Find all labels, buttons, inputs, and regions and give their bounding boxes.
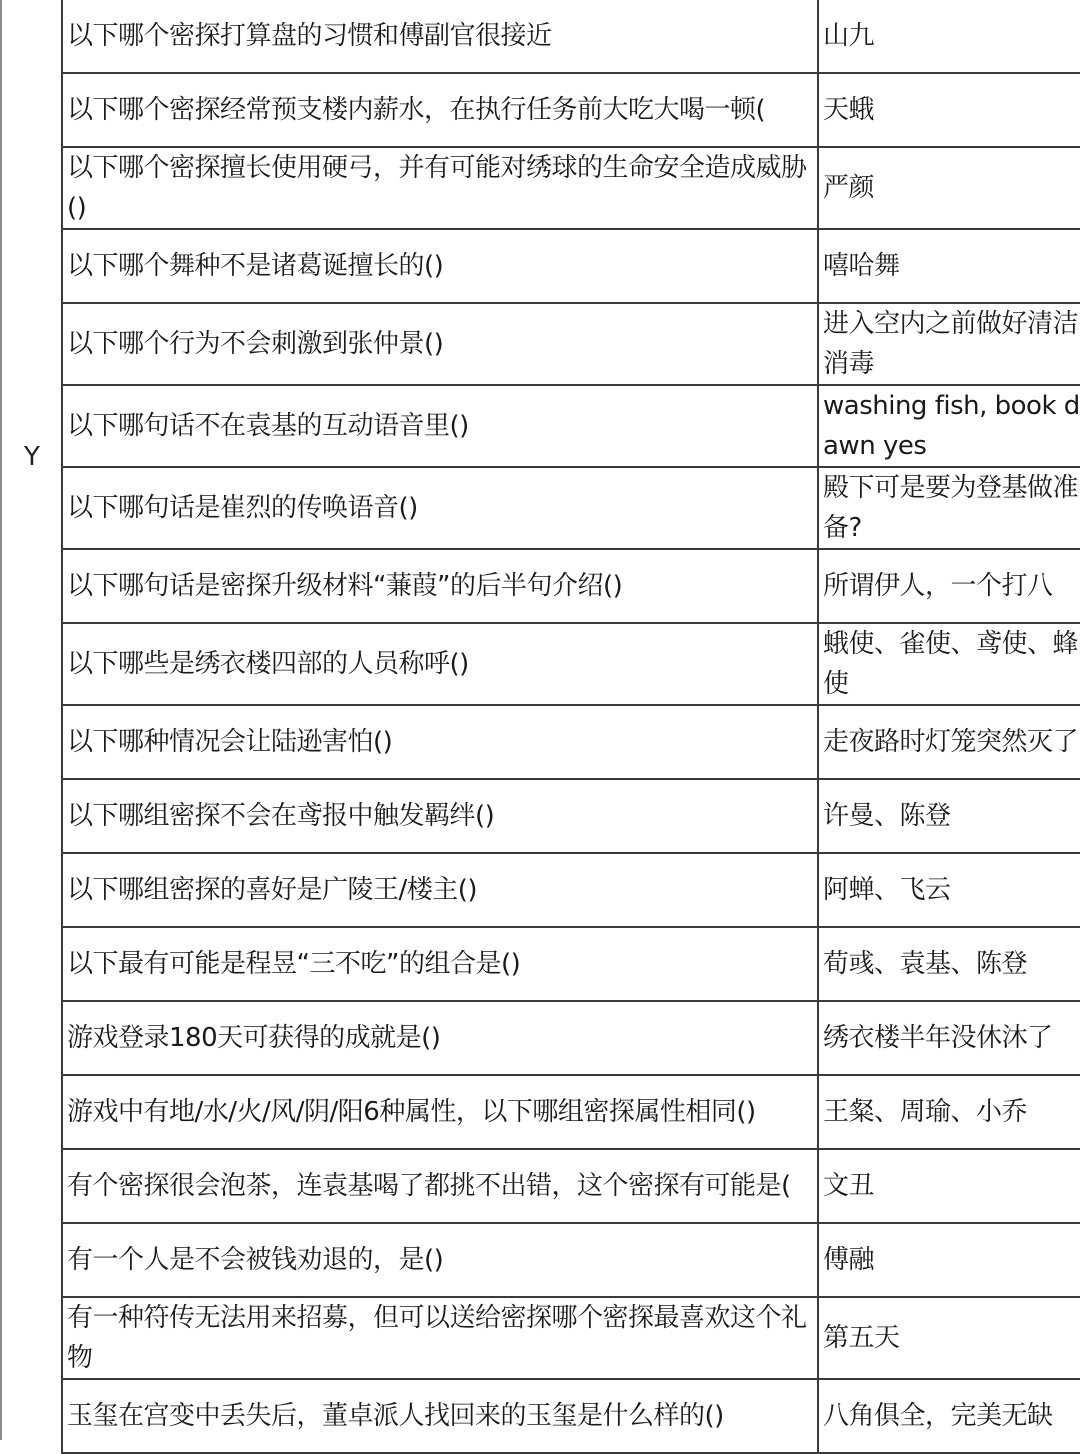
- question-cell: [62, 853, 818, 927]
- answer-text: 王粲、周瑜、小乔: [823, 1097, 1028, 1127]
- answer-text: 许曼、陈登: [823, 801, 951, 831]
- question-cell: [62, 1297, 818, 1379]
- group-letter-label: Y: [24, 442, 40, 472]
- answer-cell: [818, 1223, 1080, 1297]
- answer-cell: [818, 73, 1080, 147]
- answer-cell: [818, 303, 1080, 385]
- answer-cell: [818, 467, 1080, 549]
- answer-cell: [818, 623, 1080, 705]
- question-text: 以下哪句话是崔烈的传唤语音(): [67, 493, 418, 523]
- question-cell: [62, 0, 818, 73]
- answer-text: 殿下可是要为登基做准备?: [823, 473, 1079, 543]
- question-text: 游戏登录180天可获得的成就是(): [67, 1023, 441, 1053]
- answer-text: 傅融: [823, 1245, 875, 1275]
- answer-text: 阿蝉、飞云: [823, 875, 951, 905]
- question-text: 以下哪些是绣衣楼四部的人员称呼(): [67, 649, 469, 679]
- answer-cell: [818, 853, 1080, 927]
- answer-cell: [818, 927, 1080, 1001]
- question-text: 玉玺在宫变中丢失后，董卓派人找回来的玉玺是什么样的(): [67, 1401, 724, 1431]
- question-text: 以下哪句话不在袁基的互动语音里(): [67, 411, 469, 441]
- table-body: [62, 0, 1080, 1453]
- answer-cell: [818, 1149, 1080, 1223]
- table-row: [62, 303, 1080, 385]
- table-row: [62, 0, 1080, 73]
- question-answer-table: [61, 0, 1080, 1454]
- answer-cell: [818, 0, 1080, 73]
- question-text: 有个密探很会泡茶，连袁基喝了都挑不出错，这个密探有可能是(: [67, 1171, 791, 1201]
- question-text: 游戏中有地/水/火/风/阴/阳6种属性，以下哪组密探属性相同(): [67, 1097, 756, 1127]
- table-row: [62, 1075, 1080, 1149]
- question-cell: [62, 927, 818, 1001]
- question-text: 以下哪个密探经常预支楼内薪水，在执行任务前大吃大喝一顿(: [67, 95, 766, 125]
- answer-text: 文丑: [823, 1171, 875, 1201]
- question-cell: [62, 1379, 818, 1453]
- table-row: [62, 853, 1080, 927]
- question-text: 以下哪个舞种不是诸葛诞擅长的(): [67, 251, 444, 281]
- table-row: [62, 229, 1080, 303]
- question-cell: [62, 73, 818, 147]
- answer-cell: [818, 549, 1080, 623]
- answer-text: 进入空内之前做好清洁消毒: [823, 309, 1079, 379]
- question-cell: [62, 385, 818, 467]
- answer-text: 第五天: [823, 1323, 900, 1353]
- question-text: 以下最有可能是程昱“三不吃”的组合是(): [67, 949, 521, 979]
- question-cell: [62, 147, 818, 229]
- answer-cell: [818, 1297, 1080, 1379]
- answer-text: 绣衣楼半年没休沐了: [823, 1023, 1053, 1053]
- question-cell: [62, 705, 818, 779]
- table-row: [62, 927, 1080, 1001]
- answer-text: 荀彧、袁基、陈登: [823, 949, 1028, 979]
- table-row: [62, 1149, 1080, 1223]
- answer-cell: [818, 1075, 1080, 1149]
- left-border-line: [0, 0, 2, 1440]
- answer-text: 山九: [823, 21, 875, 51]
- question-text: 以下哪组密探不会在鸢报中触发羁绊(): [67, 801, 495, 831]
- answer-text: 八角俱全，完美无缺: [823, 1401, 1053, 1431]
- question-cell: [62, 623, 818, 705]
- table-row: [62, 779, 1080, 853]
- answer-cell: [818, 229, 1080, 303]
- question-cell: [62, 303, 818, 385]
- table-row: [62, 73, 1080, 147]
- answer-cell: [818, 1379, 1080, 1453]
- table-row: [62, 1379, 1080, 1453]
- question-cell: [62, 1223, 818, 1297]
- question-cell: [62, 467, 818, 549]
- question-cell: [62, 779, 818, 853]
- question-text: 以下哪种情况会让陆逊害怕(): [67, 727, 393, 757]
- answer-cell: [818, 147, 1080, 229]
- table-row: [62, 549, 1080, 623]
- question-cell: [62, 229, 818, 303]
- question-text: 以下哪个密探擅长使用硬弓，并有可能对绣球的生命安全造成威胁(): [67, 153, 807, 223]
- answer-text: 蛾使、雀使、鸢使、蜂使: [823, 629, 1079, 699]
- question-cell: [62, 549, 818, 623]
- answer-text: washing fish, book dawn yes: [823, 391, 1080, 461]
- question-cell: [62, 1001, 818, 1075]
- table-row: [62, 147, 1080, 229]
- answer-cell: [818, 1001, 1080, 1075]
- answer-cell: [818, 779, 1080, 853]
- table-row: [62, 1297, 1080, 1379]
- question-text: 有一种符传无法用来招募，但可以送给密探哪个密探最喜欢这个礼物: [67, 1303, 807, 1373]
- question-text: 以下哪个行为不会刺激到张仲景(): [67, 329, 444, 359]
- question-text: 以下哪句话是密探升级材料“蒹葭”的后半句介绍(): [67, 571, 623, 601]
- answer-text: 嘻哈舞: [823, 251, 900, 281]
- answer-cell: [818, 385, 1080, 467]
- answer-text: 所谓伊人，一个打八: [823, 571, 1053, 601]
- answer-text: 走夜路时灯笼突然灭了: [823, 727, 1079, 757]
- table-row: [62, 385, 1080, 467]
- answer-cell: [818, 705, 1080, 779]
- table-row: [62, 705, 1080, 779]
- question-text: 以下哪个密探打算盘的习惯和傅副官很接近: [67, 21, 552, 51]
- table-row: [62, 1001, 1080, 1075]
- answer-text: 天蛾: [823, 95, 875, 125]
- question-text: 以下哪组密探的喜好是广陵王/楼主(): [67, 875, 478, 905]
- table-row: [62, 467, 1080, 549]
- answer-text: 严颜: [823, 173, 875, 203]
- table-row: [62, 623, 1080, 705]
- question-cell: [62, 1149, 818, 1223]
- question-text: 有一个人是不会被钱劝退的，是(): [67, 1245, 444, 1275]
- question-cell: [62, 1075, 818, 1149]
- table-row: [62, 1223, 1080, 1297]
